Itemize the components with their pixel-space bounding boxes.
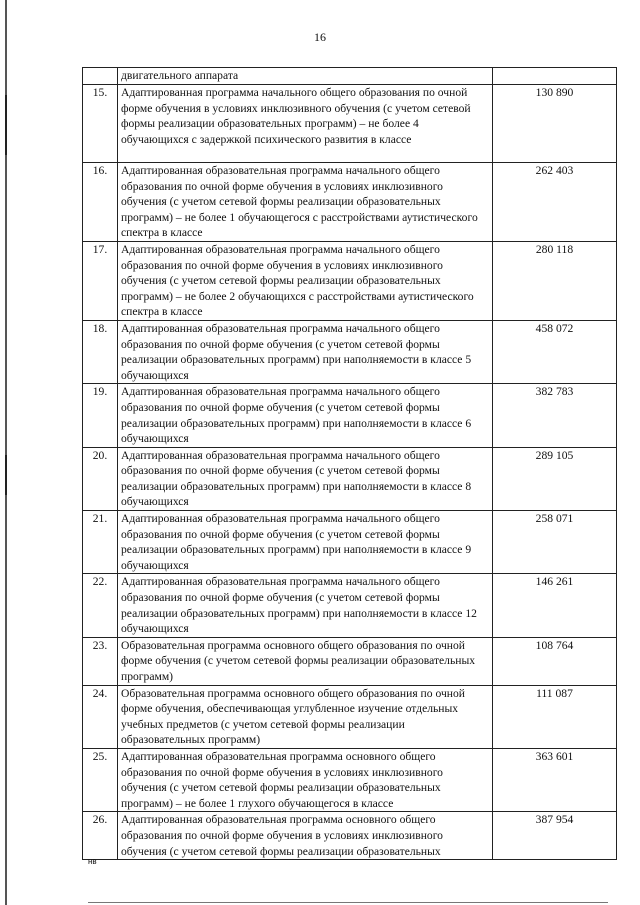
row-number: 19. (83, 384, 118, 447)
table-row (83, 320, 617, 383)
row-value: 387 954 (493, 812, 617, 860)
row-value: 130 890 (493, 85, 617, 163)
tariff-table (82, 67, 617, 860)
table-row (83, 85, 617, 163)
row-value: 111 087 (493, 685, 617, 748)
row-description: Адаптированная образовательная программа начального общего образования по очной форме обучения (с учетом сетевой формы реализации образовательных программ) при наполняемости в классе 8 обучающихся (118, 447, 493, 510)
row-number: 15. (83, 85, 118, 163)
scan-edge-tick (5, 95, 7, 155)
table-row (83, 812, 617, 860)
row-description: Адаптированная образовательная программа основного общего образования по очной форме обучения в условиях инклюзивного обучения (с учетом сетевой формы реализации образовательных программ) – не более 1 глухого обучающегося в классе (118, 748, 493, 811)
row-number: 25. (83, 748, 118, 811)
table-row-continuation (83, 68, 617, 85)
table-row (83, 447, 617, 510)
row-value: 363 601 (493, 748, 617, 811)
table-row (83, 685, 617, 748)
row-description: Образовательная программа основного общего образования по очной форме обучения, обеспечивающая углубленное изучение отдельных учебных предметов (с учетом сетевой формы реализации образовательных программ) (118, 685, 493, 748)
row-value: 280 118 (493, 241, 617, 320)
row-description: Адаптированная образовательная программа начального общего образования по очной форме обучения в условиях инклюзивного обучения (с учетом сетевой формы реализации образовательных программ) – не более 2 обучающихся с расстройствами аутистического спектра в классе (118, 241, 493, 320)
table-row (83, 384, 617, 447)
row-number: 18. (83, 320, 118, 383)
row-description: Адаптированная образовательная программа начального общего образования по очной форме обучения в условиях инклюзивного обучения (с учетом сетевой формы реализации образовательных программ) – не более 1 обучающегося с расстройствами аутистического спектра в классе (118, 163, 493, 242)
row-description: Адаптированная программа начального общего образования по очной форме обучения в условиях инклюзивного обучения (с учетом сетевой формы реализации образовательных программ) – не более 4 обучающихся с задержкой психического развития в классе (118, 85, 493, 163)
row-value: 146 261 (493, 574, 617, 637)
table-row (83, 637, 617, 685)
row-value: 458 072 (493, 320, 617, 383)
footer-code: нв (88, 857, 97, 866)
row-value: 258 071 (493, 511, 617, 574)
table-row (83, 163, 617, 242)
row-value: 382 783 (493, 384, 617, 447)
row-description: Образовательная программа основного общего образования по очной форме обучения (с учетом сетевой формы реализации образовательных программ) (118, 637, 493, 685)
table-row (83, 511, 617, 574)
scan-edge-tick (5, 455, 7, 495)
row-number: 21. (83, 511, 118, 574)
table-row (83, 574, 617, 637)
row-description: двигательного аппарата (118, 68, 493, 85)
table-body (83, 68, 617, 860)
row-value: 262 403 (493, 163, 617, 242)
row-number (83, 68, 118, 85)
row-description: Адаптированная образовательная программа начального общего образования по очной форме обучения (с учетом сетевой формы реализации образовательных программ) при наполняемости в классе 5 обучающихся (118, 320, 493, 383)
table-row (83, 241, 617, 320)
table-row (83, 748, 617, 811)
row-number: 24. (83, 685, 118, 748)
page-number: 16 (314, 30, 326, 44)
row-value (493, 68, 617, 85)
bottom-rule (88, 902, 608, 903)
row-number: 22. (83, 574, 118, 637)
row-description: Адаптированная образовательная программа начального общего образования по очной форме обучения (с учетом сетевой формы реализации образовательных программ) при наполняемости в классе 6 обучающихся (118, 384, 493, 447)
row-value: 108 764 (493, 637, 617, 685)
row-description: Адаптированная образовательная программа основного общего образования по очной форме обучения в условиях инклюзивного обучения (с учетом сетевой формы реализации образовательных (118, 812, 493, 860)
row-value: 289 105 (493, 447, 617, 510)
row-number: 23. (83, 637, 118, 685)
row-number: 16. (83, 163, 118, 242)
row-description: Адаптированная образовательная программа начального общего образования по очной форме обучения (с учетом сетевой формы реализации образовательных программ) при наполняемости в классе 9 обучающихся (118, 511, 493, 574)
row-number: 26. (83, 812, 118, 860)
row-number: 20. (83, 447, 118, 510)
row-description: Адаптированная образовательная программа начального общего образования по очной форме обучения (с учетом сетевой формы реализации образовательных программ) при наполняемости в классе 12 обучающихся (118, 574, 493, 637)
row-number: 17. (83, 241, 118, 320)
